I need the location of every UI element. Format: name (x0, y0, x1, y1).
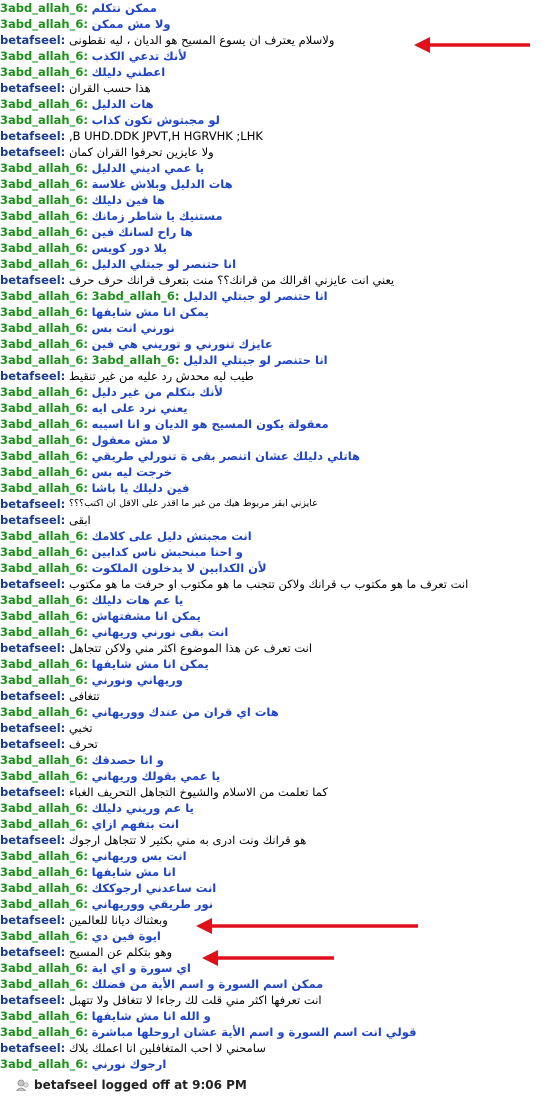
message-text: ارجوك نورني (91, 1057, 167, 1071)
chat-message (0, 576, 554, 592)
chat-message (0, 944, 554, 960)
message-author: 3abd_allah_6: (0, 161, 88, 175)
chat-message (0, 960, 554, 976)
message-text: ولا مش ممكن (91, 17, 171, 31)
status-text: betafseel logged off at 9:06 PM (34, 1078, 247, 1092)
message-text: انت ساعدني ارجوككك (91, 881, 217, 895)
message-text: هات اي قران من عندك ووريهاني (91, 705, 279, 719)
message-text: انا حتنصر لو جبتلي الدليل (183, 353, 328, 367)
message-text: لأنك تدعي الكذب (91, 49, 187, 63)
message-author: betafseel: (0, 913, 66, 927)
message-text: عايزني ابقر مربوط هيك من غير ما اقدر على الاقل ان اكتب؟؟؟ (68, 498, 318, 509)
chat-message (0, 256, 554, 272)
message-text: مستنيك يا شاطر زمانك (91, 209, 223, 223)
chat-message (0, 672, 554, 688)
message-author: 3abd_allah_6: (0, 433, 88, 447)
chat-message (0, 144, 554, 160)
message-text: يا عمي بقولك وريهاني (91, 769, 221, 783)
message-text: انا مش شايفها (91, 865, 176, 879)
chat-message (0, 112, 554, 128)
message-text: و الله انا مش شايفها (91, 1009, 211, 1023)
message-author: 3abd_allah_6: (0, 449, 88, 463)
message-text: ها راح لسانك فين (91, 225, 193, 239)
message-text: ايوة فين دي (91, 929, 161, 943)
message-author: 3abd_allah_6: (0, 609, 88, 623)
chat-message (0, 432, 554, 448)
chat-message (0, 0, 554, 16)
message-author: betafseel: (0, 993, 66, 1007)
chat-message (0, 656, 554, 672)
message-author: 3abd_allah_6: (0, 769, 88, 783)
message-author: betafseel: (0, 273, 66, 287)
message-text: انا حتنصر لو جبتلي الدليل (183, 289, 328, 303)
message-author: 3abd_allah_6: (0, 849, 88, 863)
message-author: 3abd_allah_6: (0, 1, 88, 15)
message-author: 3abd_allah_6: (0, 177, 88, 191)
chat-message (0, 224, 554, 240)
message-author: 3abd_allah_6: (0, 1009, 88, 1023)
message-author: 3abd_allah_6: (0, 257, 88, 271)
message-author: 3abd_allah_6: (0, 209, 88, 223)
chat-message (0, 288, 554, 304)
message-text: و انا حصدقك (91, 753, 164, 767)
chat-message (0, 976, 554, 992)
message-text: و احنا مبنحبش ناس كدابين (91, 545, 243, 559)
message-author: 3abd_allah_6: (0, 705, 88, 719)
message-text: يا عمي اديني الدليل (91, 161, 205, 175)
message-text: لو مجبتوش تكون كذاب (91, 113, 220, 127)
message-text: انت بتفهم ازاي (91, 817, 179, 831)
chat-message (0, 400, 554, 416)
chat-message (0, 32, 554, 48)
chat-message (0, 832, 554, 848)
message-author: 3abd_allah_6: (0, 193, 88, 207)
message-author: 3abd_allah_6: (0, 801, 88, 815)
chat-message (0, 64, 554, 80)
message-author: 3abd_allah_6: (0, 17, 88, 31)
message-author: 3abd_allah_6: (0, 65, 88, 79)
message-author: betafseel: (0, 513, 66, 527)
chat-message (0, 848, 554, 864)
chat-message (0, 800, 554, 816)
chat-message (0, 784, 554, 800)
message-text: معقولة يكون المسيح هو الديان و انا اسيبه (91, 417, 329, 431)
message-author: betafseel: (0, 1041, 66, 1055)
message-author: 3abd_allah_6: (0, 113, 88, 127)
message-text: ولاسلام يعترف ان يسوع المسيح هو الديان ، ليه نقطونى (68, 33, 335, 47)
message-author: 3abd_allah_6: (0, 865, 88, 879)
message-text: ممكن نتكلم (91, 1, 157, 15)
message-text: يعني انت عايزني اقرالك من قرانك؟؟ منت بتعرف قرانك حرف حرف (68, 273, 395, 287)
message-text: يلا دور كويس (91, 241, 167, 255)
message-author: 3abd_allah_6: (0, 321, 88, 335)
message-author: 3abd_allah_6: (0, 625, 88, 639)
message-text: فين دليلك يا باشا (91, 481, 190, 495)
message-author: betafseel: (0, 81, 66, 95)
chat-message (0, 688, 554, 704)
chat-message (0, 640, 554, 656)
message-text: ها فين دليلك (91, 193, 165, 207)
message-author: 3abd_allah_6: (0, 481, 88, 495)
message-author: 3abd_allah_6: (0, 1025, 88, 1039)
message-text: يمكن انا مش شايفها (91, 657, 209, 671)
message-author: 3abd_allah_6: (0, 529, 88, 543)
message-text: انت تعرفها اكثر مني قلت لك رجاءا لا تتغافل ولا تتهبل (68, 993, 322, 1007)
chat-message (0, 80, 554, 96)
message-author: betafseel: (0, 577, 66, 591)
chat-message (0, 272, 554, 288)
message-text: انت تعرف عن هذا الموضوع اكثر مني ولاكن تتجاهل (68, 641, 313, 655)
user-status-icon (16, 1079, 30, 1091)
chat-message (0, 768, 554, 784)
message-text: وهو بتكلم عن المسيح (68, 945, 173, 959)
message-author: betafseel: (0, 945, 66, 959)
message-author: 3abd_allah_6: (0, 465, 88, 479)
message-author: betafseel: (0, 721, 66, 735)
chat-message (0, 704, 554, 720)
chat-message (0, 512, 554, 528)
message-text: وبعثناك ديانا للعالمين (68, 913, 168, 927)
message-author: betafseel: (0, 689, 66, 703)
message-text: عايزك تنورني و توريني هي فين (91, 337, 273, 351)
message-author: 3abd_allah_6: (0, 881, 88, 895)
chat-message (0, 816, 554, 832)
message-text: وريهاني ونورني (91, 673, 183, 687)
chat-message (0, 592, 554, 608)
chat-message (0, 752, 554, 768)
message-author: betafseel: (0, 737, 66, 751)
message-author: 3abd_allah_6: (0, 929, 88, 943)
chat-message (0, 928, 554, 944)
chat-message (0, 528, 554, 544)
message-text: تخبي (68, 721, 93, 735)
message-text: نور طريقي ووريهاني (91, 897, 214, 911)
message-author: 3abd_allah_6: (0, 289, 88, 303)
chat-message (0, 1056, 554, 1072)
message-text: يمكن انا مشفتهاش (91, 609, 201, 623)
message-author: 3abd_allah_6: (0, 385, 88, 399)
message-author: 3abd_allah_6: (0, 657, 88, 671)
message-author: 3abd_allah_6: (0, 225, 88, 239)
message-text: كما تعلمت من الاسلام والشيوخ التجاهل التحريف الغباء (68, 785, 328, 799)
message-text: ,B UHD.DDK JPVT,H HGRVHK ;LHK (68, 129, 263, 143)
chat-message (0, 736, 554, 752)
message-author: 3abd_allah_6: (0, 673, 88, 687)
message-text: ممكن اسم السورة و اسم الأية من فضلك (91, 977, 324, 991)
chat-message (0, 992, 554, 1008)
chat-message (0, 896, 554, 912)
message-author: 3abd_allah_6: (0, 337, 88, 351)
message-text: لأن الكدابين لا يدخلون الملكوت (91, 561, 267, 575)
message-text: انت بس وريهاني (91, 849, 187, 863)
chat-message (0, 336, 554, 352)
message-text: خرجت ليه بس (91, 465, 173, 479)
message-author: 3abd_allah_6: (0, 241, 88, 255)
message-author: betafseel: (0, 785, 66, 799)
message-text: هو قرانك ونت ادرى به مني بكثير لا تتجاهل ارجوك (68, 833, 307, 847)
chat-message (0, 304, 554, 320)
chat-message (0, 416, 554, 432)
message-text: سامحني لا احب المتغافلين انا اعملك بلاك (68, 1041, 266, 1055)
chat-message (0, 208, 554, 224)
chat-message (0, 624, 554, 640)
message-text: هذا حسب القران (68, 81, 151, 95)
message-text: انت تعرف ما هو مكتوب ب قرانك ولاكن تتجنب ما هو مكتوب او حرفت ما هو مكتوب (68, 577, 469, 591)
chat-message (0, 320, 554, 336)
message-author: betafseel: (0, 369, 66, 383)
chat-message (0, 16, 554, 32)
message-author: betafseel: (0, 33, 66, 47)
message-text: تتغافى (68, 689, 100, 703)
message-text: طيب ليه محدش رد عليه من غير تنقيط (68, 369, 254, 383)
chat-message (0, 1008, 554, 1024)
chat-message (0, 96, 554, 112)
message-text: لا مش معقول (91, 433, 171, 447)
message-author: betafseel: (0, 129, 66, 143)
chat-message (0, 544, 554, 560)
message-text: هات الدليل وبلاش غلاسة (91, 177, 233, 191)
message-text: نورني انت بس (91, 321, 175, 335)
message-text: يمكن انا مش شايفها (91, 305, 209, 319)
chat-message (0, 384, 554, 400)
message-author: 3abd_allah_6: (0, 593, 88, 607)
message-author: betafseel: (0, 833, 66, 847)
message-text: تحرف (68, 737, 98, 751)
message-text: هات الدليل (91, 97, 154, 111)
message-author: betafseel: (0, 641, 66, 655)
chat-message (0, 1024, 554, 1040)
chat-message (0, 160, 554, 176)
message-author: 3abd_allah_6: (0, 961, 88, 975)
chat-message (0, 608, 554, 624)
chat-message (0, 480, 554, 496)
message-author: 3abd_allah_6: (0, 305, 88, 319)
message-text: يا عم وريني دليلك (91, 801, 194, 815)
message-author: betafseel: (0, 497, 66, 511)
chat-message (0, 448, 554, 464)
message-author: 3abd_allah_6: (0, 753, 88, 767)
chat-message (0, 352, 554, 368)
chat-message (0, 496, 554, 512)
chat-message (0, 464, 554, 480)
quoted-author: 3abd_allah_6: (91, 353, 180, 367)
chat-message (0, 560, 554, 576)
message-text: يا عم هات دليلك (91, 593, 184, 607)
message-author: 3abd_allah_6: (0, 561, 88, 575)
status-line (16, 1077, 247, 1093)
message-text: قولي انت اسم السورة و اسم الأية عشان اروحلها مباشرة (91, 1025, 417, 1039)
message-text: هاتلي دليلك عشان اتنصر بقى ة تنورلي طريقي (91, 449, 361, 463)
message-text: اعطني دليلك (91, 65, 166, 79)
chat-message (0, 864, 554, 880)
chat-message (0, 720, 554, 736)
message-text: انت مجبتش دليل على كلامك (91, 529, 252, 543)
chat-message (0, 192, 554, 208)
chat-message (0, 1040, 554, 1056)
message-author: 3abd_allah_6: (0, 401, 88, 415)
chat-message (0, 176, 554, 192)
message-author: 3abd_allah_6: (0, 353, 88, 367)
message-author: 3abd_allah_6: (0, 897, 88, 911)
message-author: 3abd_allah_6: (0, 817, 88, 831)
message-author: betafseel: (0, 145, 66, 159)
chat-message (0, 880, 554, 896)
message-text: يعني نرد على ايه (91, 401, 188, 415)
chat-message (0, 240, 554, 256)
message-text: اي سورة و اي اية (91, 961, 191, 975)
message-text: ابقى (68, 513, 91, 527)
message-author: 3abd_allah_6: (0, 417, 88, 431)
message-author: 3abd_allah_6: (0, 545, 88, 559)
quoted-author: 3abd_allah_6: (91, 289, 180, 303)
chat-message (0, 368, 554, 384)
message-text: ولا عايزين تحرفوا القران كمان (68, 145, 214, 159)
chat-message (0, 48, 554, 64)
chat-message (0, 128, 554, 144)
message-author: 3abd_allah_6: (0, 97, 88, 111)
message-author: 3abd_allah_6: (0, 977, 88, 991)
message-text: انت بقى نورني وريهاني (91, 625, 229, 639)
message-author: 3abd_allah_6: (0, 49, 88, 63)
message-text: انا حتنصر لو جبتلي الدليل (91, 257, 237, 271)
chat-message (0, 912, 554, 928)
message-text: لأنك بتكلم من غير دليل (91, 385, 223, 399)
message-author: 3abd_allah_6: (0, 1057, 88, 1071)
